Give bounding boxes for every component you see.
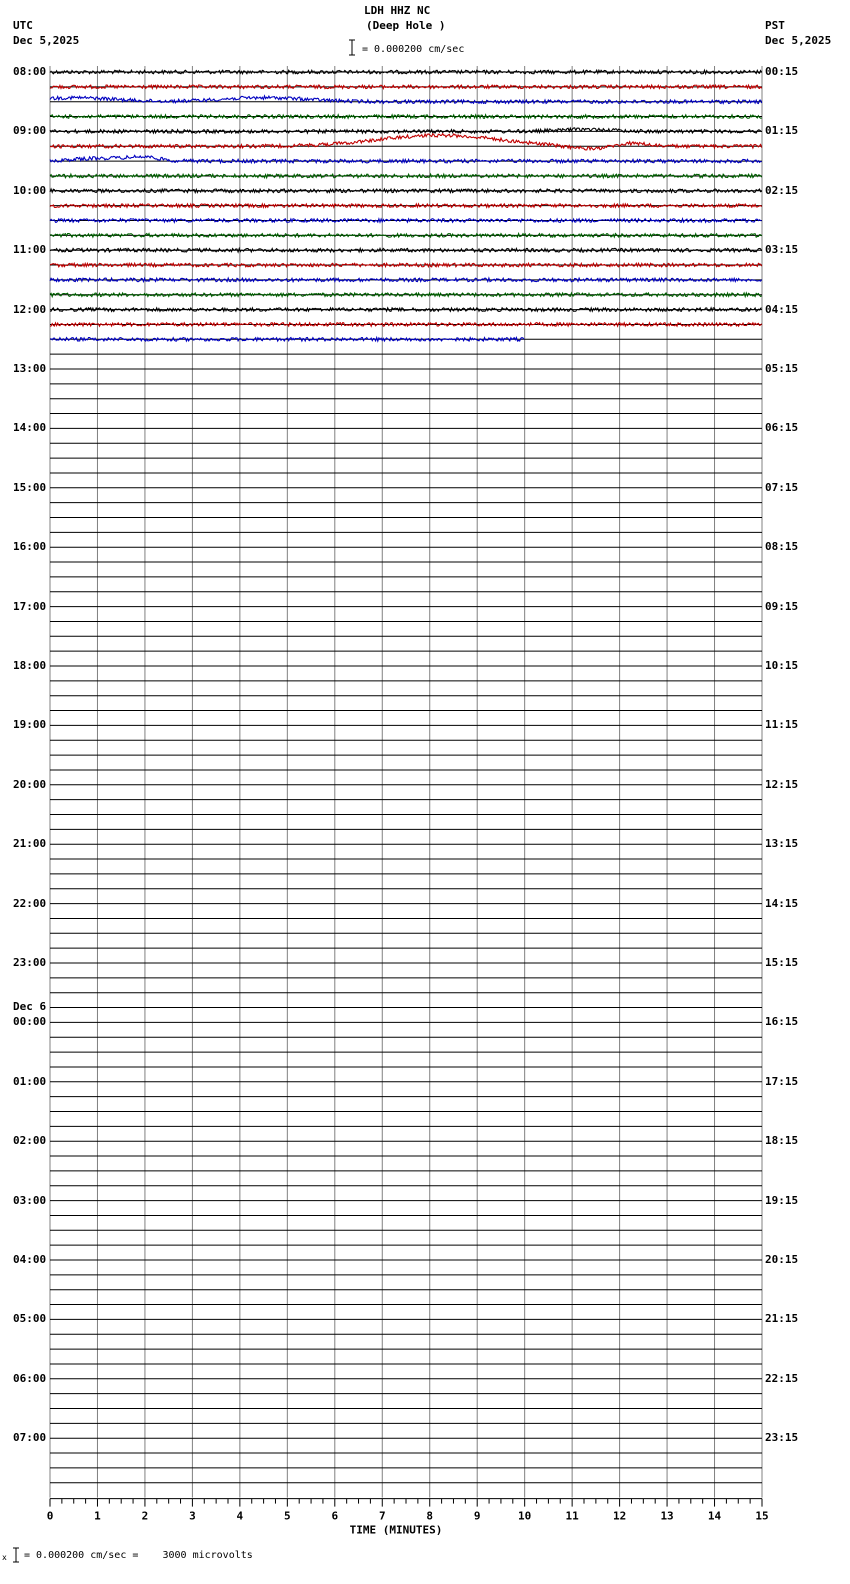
pst-zone-label: PST [765, 19, 785, 32]
seismic-trace [50, 155, 762, 163]
x-tick-label: 6 [331, 1509, 339, 1523]
pst-hour-label: 02:15 [765, 183, 799, 197]
utc-date-label: Dec 5,2025 [13, 34, 80, 47]
utc-hour-label: 06:00 [13, 1371, 47, 1385]
footer-scale-text: = 0.000200 cm/sec = 3000 microvolts [24, 1550, 253, 1561]
utc-hour-label: 19:00 [13, 718, 47, 732]
x-tick-label: 3 [189, 1509, 196, 1523]
seismic-trace [50, 323, 762, 327]
seismic-trace [50, 174, 762, 178]
pst-hour-label: 12:15 [765, 777, 799, 791]
pst-hour-label: 01:15 [765, 124, 799, 138]
utc-hour-label: 11:00 [13, 243, 47, 257]
utc-hour-label: 14:00 [13, 421, 47, 435]
station-location: (Deep Hole ) [366, 19, 446, 32]
x-tick-label: 15 [755, 1509, 769, 1523]
x-axis-label: TIME (MINUTES) [349, 1523, 443, 1537]
x-tick-label: 13 [660, 1509, 674, 1523]
x-tick-label: 1 [94, 1509, 101, 1523]
pst-hour-label: 11:15 [765, 718, 799, 732]
x-tick-label: 9 [473, 1509, 481, 1523]
pst-hour-label: 00:15 [765, 65, 799, 78]
pst-hour-label: 10:15 [765, 659, 799, 672]
utc-hour-label: 02:00 [13, 1134, 47, 1148]
pst-hour-label: 19:15 [765, 1193, 799, 1207]
x-tick-label: 12 [612, 1509, 627, 1523]
x-axis [47, 1499, 769, 1537]
x-tick-label: 8 [426, 1509, 434, 1523]
utc-hour-label: 21:00 [13, 837, 47, 851]
x-tick-label: 4 [236, 1509, 244, 1523]
utc-hour-label: 01:00 [13, 1074, 47, 1088]
seismic-trace [50, 96, 762, 104]
seismic-trace [50, 128, 762, 133]
utc-hour-label: 12:00 [13, 302, 47, 316]
pst-hour-label: 04:15 [765, 302, 799, 316]
utc-hour-label: 18:00 [13, 659, 47, 672]
pst-hour-label: 17:15 [765, 1074, 799, 1088]
utc-hour-label: 05:00 [13, 1312, 47, 1326]
seismic-trace [50, 134, 762, 150]
utc-hour-label: 08:00 [13, 65, 47, 78]
utc-hour-label: 22:00 [13, 896, 47, 910]
utc-hour-label: 07:00 [13, 1431, 47, 1445]
pst-hour-label: 23:15 [765, 1431, 799, 1445]
x-tick-label: 10 [518, 1509, 532, 1523]
svg-text:x: x [2, 1553, 7, 1562]
utc-hour-label: 10:00 [13, 183, 47, 197]
x-tick-label: 14 [707, 1509, 722, 1523]
pst-hour-label: 21:15 [765, 1312, 799, 1326]
grid [50, 66, 762, 1498]
x-tick-label: 7 [378, 1509, 386, 1523]
pst-hour-label: 16:15 [765, 1015, 799, 1029]
x-tick-label: 11 [565, 1509, 579, 1523]
utc-hour-label: 20:00 [13, 777, 47, 791]
x-tick-label: 5 [284, 1509, 291, 1523]
scale-text: = 0.000200 cm/sec [362, 44, 465, 55]
seismic-trace [50, 189, 762, 193]
utc-zone-label: UTC [13, 19, 33, 32]
pst-hour-label: 05:15 [765, 362, 799, 375]
utc-hour-label: 04:00 [13, 1253, 47, 1266]
utc-hour-label: 00:00 [13, 1015, 47, 1029]
pst-hour-label: 03:15 [765, 243, 799, 257]
pst-date-label: Dec 5,2025 [765, 34, 832, 47]
pst-hour-label: 07:15 [765, 480, 799, 494]
station-name: LDH HHZ NC [364, 4, 431, 17]
x-tick-label: 0 [46, 1509, 54, 1523]
utc-hour-label: 16:00 [13, 540, 47, 554]
utc-hour-label: 13:00 [13, 362, 47, 375]
x-tick-label: 2 [141, 1509, 149, 1523]
seismic-trace [50, 234, 762, 238]
footer-scale-icon [2, 1546, 24, 1564]
utc-hour-label: 17:00 [13, 599, 47, 613]
utc-hour-label: 23:00 [13, 956, 47, 969]
pst-hour-label: 15:15 [765, 956, 799, 969]
utc-hour-label: 03:00 [13, 1193, 47, 1207]
utc-hour-label: 15:00 [13, 480, 47, 494]
pst-hour-label: 08:15 [765, 540, 799, 554]
pst-hour-label: 18:15 [765, 1134, 799, 1148]
day-change-label: Dec 6 [13, 1000, 47, 1014]
pst-hour-label: 20:15 [765, 1253, 799, 1266]
utc-hour-label: 09:00 [13, 124, 47, 138]
seismic-trace [50, 85, 762, 89]
pst-hour-label: 13:15 [765, 837, 799, 851]
pst-hour-label: 14:15 [765, 896, 799, 910]
pst-hour-label: 22:15 [765, 1371, 799, 1385]
pst-hour-label: 06:15 [765, 421, 799, 435]
pst-hour-label: 09:15 [765, 599, 799, 613]
